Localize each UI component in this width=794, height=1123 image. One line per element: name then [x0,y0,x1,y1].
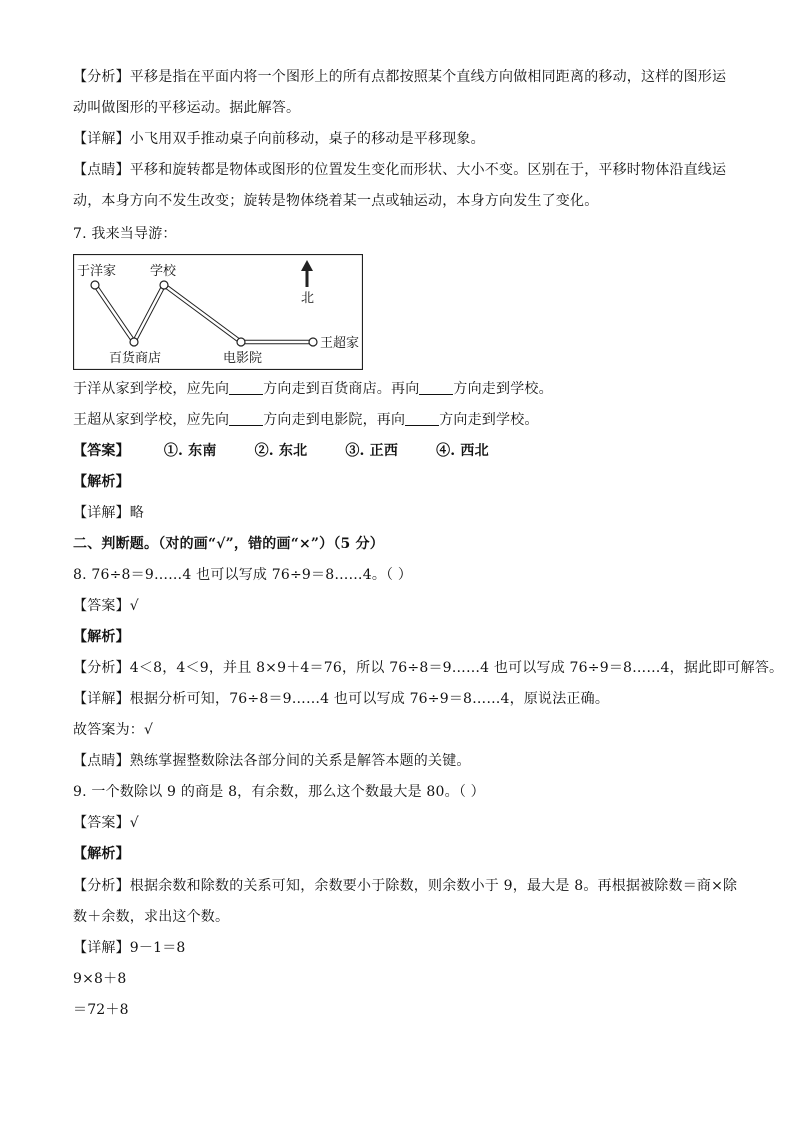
tip-line: 【点睛】平移和旋转都是物体或图形的位置发生变化而形状、大小不变。区别在于，平移时物体沿直线运 [73,162,727,178]
analysis-line: 【分析】平移是指在平面内将一个图形上的所有点都按照某个直线方向做相同距离的移动，这样的图形运 [73,69,727,85]
label-wang-home: 王超家 [320,336,360,351]
yu-home-node [91,281,99,289]
label-yu-home: 于洋家 [77,264,117,279]
cinema-node [237,338,245,346]
question-8-analysis-tag: 【解析】 [73,629,130,645]
question-8-answer: 【答案】√ [73,598,139,614]
question-8-tip: 【点睛】熟练掌握整数除法各部分间的关系是解答本题的关键。 [73,753,471,769]
answer-2: ②. 东北 [254,443,308,459]
store-node [130,338,138,346]
label-cinema: 电影院 [223,351,263,366]
question-7-answers: 【答案】 ①. 东南 ②. 东北 ③. 正西 ④. 西北 [73,443,489,459]
question-9-analysis-cont: 数＋余数，求出这个数。 [73,909,230,925]
question-9: 9. 一个数除以 9 的商是 8，有余数，那么这个数最大是 80。（ ） [73,784,485,800]
analysis-line-cont: 动叫做图形的平移运动。据此解答。 [73,100,301,116]
question-9-analysis-tag: 【解析】 [73,846,130,862]
question-7-analysis-tag: 【解析】 [73,474,130,490]
answer-4: ④. 西北 [436,443,489,459]
question-8: 8. 76÷8＝9……4 也可以写成 76÷9＝8……4。（ ） [73,567,413,583]
school-node [160,281,168,289]
answer-blank-1[interactable] [229,380,263,395]
wang-home-node [309,338,317,346]
question-7-line-1: 于洋从家到学校，应先向 方向走到百货商店。再向 方向走到学校。 [73,381,553,397]
answer-blank-2[interactable] [419,380,453,395]
question-7-detail: 【详解】略 [73,505,144,521]
label-north: 北 [301,291,315,306]
tip-line-cont: 动，本身方向不发生改变；旋转是物体绕着某一点或轴运动，本身方向发生了变化。 [73,193,599,209]
detail-line: 【详解】小飞用双手推动桌子向前移动，桌子的移动是平移现象。 [73,131,485,147]
question-7-line-2: 王超从家到学校，应先向 方向走到电影院，再向 方向走到学校。 [73,412,539,428]
question-8-conclusion: 故答案为：√ [73,722,154,738]
question-8-analysis: 【分析】4＜8，4＜9，并且 8×9＋4＝76，所以 76÷8＝9……4 也可以写成 76÷9＝8……4，据此即可解答。 [73,660,784,676]
question-9-answer: 【答案】√ [73,815,139,831]
answer-1: ①. 东南 [163,443,217,459]
question-9-analysis: 【分析】根据余数和除数的关系可知，余数要小于除数，则余数小于 9，最大是 8。再根据被除数＝商×除 [73,878,738,894]
route-map-diagram [73,254,363,370]
question-9-detail: 【详解】9－1＝8 [73,940,186,956]
question-7-title: 7. 我来当导游： [73,226,177,242]
label-store: 百货商店 [109,351,162,366]
label-school: 学校 [150,264,177,279]
question-9-step-2: ＝72＋8 [73,1002,129,1018]
answer-blank-4[interactable] [405,411,439,426]
answer-3: ③. 正西 [345,443,399,459]
answer-blank-3[interactable] [229,411,263,426]
section-2-title: 二、判断题。（对的画“√”，错的画“×”）（5 分） [73,536,384,552]
question-8-detail: 【详解】根据分析可知，76÷8＝9……4 也可以写成 76÷9＝8……4，原说法正确。 [73,691,610,707]
question-9-step-1: 9×8＋8 [73,971,127,987]
